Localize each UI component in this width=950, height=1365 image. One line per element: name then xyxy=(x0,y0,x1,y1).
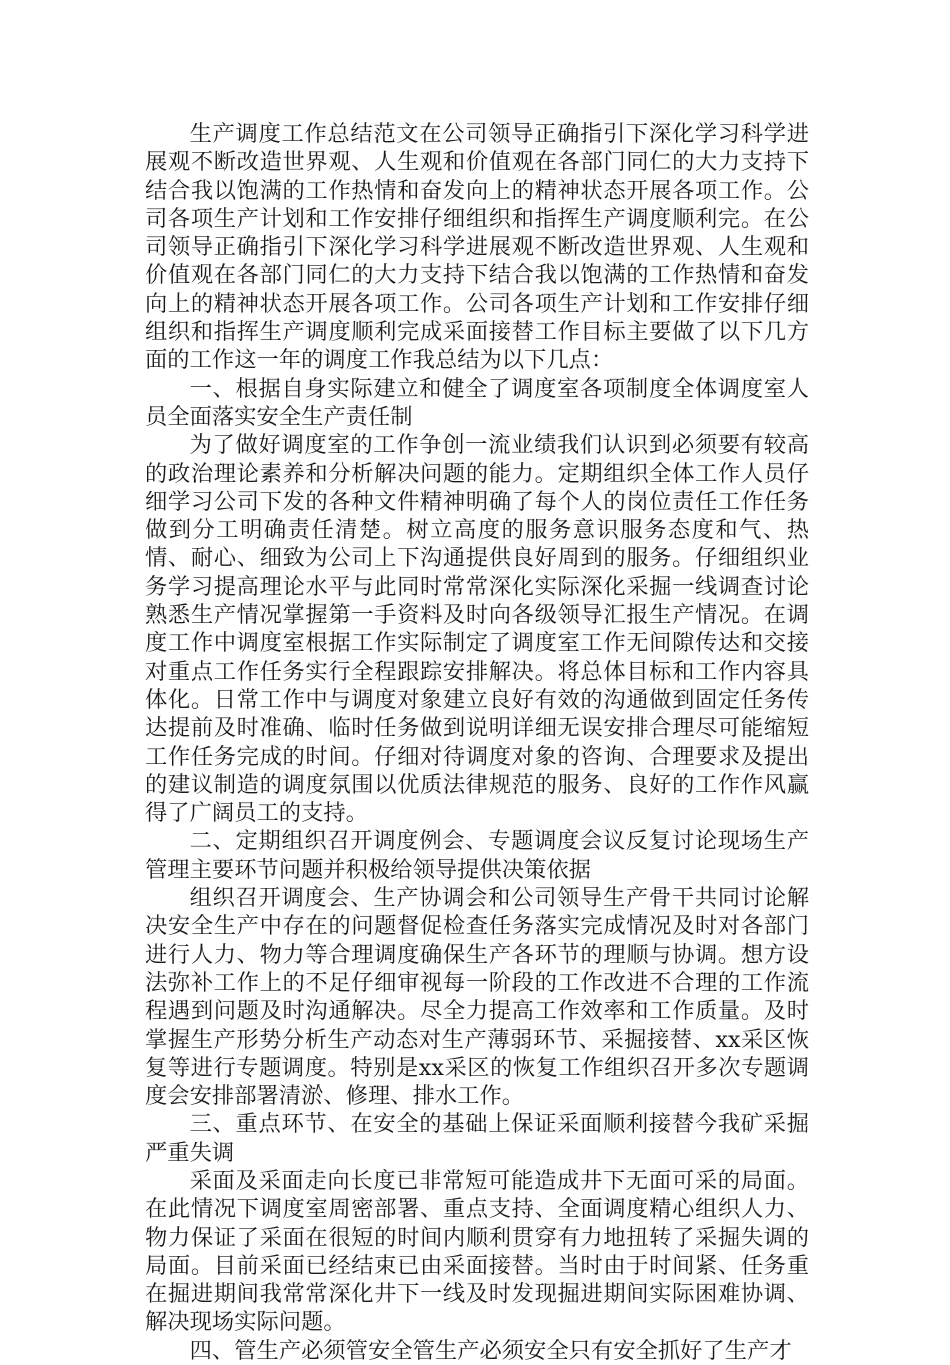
paragraph-intro: 生产调度工作总结范文在公司领导正确指引下深化学习科学进展观不断改造世界观、人生观和价值观在各部门同仁的大力支持下结合我以饱满的工作热情和奋发向上的精神状态开展各项工作。公司各项生产计划和工作安排仔细组织和指挥生产调度顺利完。在公司领导正确指引下深化学习科学进展观不断改造世界观、人生观和价值观在各部门同仁的大力支持下结合我以饱满的工作热情和奋发向上的精神状态开展各项工作。公司各项生产计划和工作安排仔细组织和指挥生产调度顺利完成采面接替工作目标主要做了以下几方面的工作这一年的调度工作我总结为以下几点： xyxy=(145,121,809,374)
section-heading-2: 二、定期组织召开调度例会、专题调度会议反复讨论现场生产管理主要环节问题并积极给领导提供决策依据 xyxy=(145,828,809,883)
paragraph-section-3: 采面及采面走向长度已非常短可能造成井下无面可采的局面。在此情况下调度室周密部署、重点支持、全面调度精心组织人力、物力保证了采面在很短的时间内顺利贯穿有力地扭转了采掘失调的局面。目前采面已经结束已由采面接替。当时由于时间紧、任务重在掘进期间我常常深化井下一线及时发现掘进期间实际困难协调、解决现场实际问题。 xyxy=(145,1167,809,1336)
section-heading-3: 三、重点环节、在安全的基础上保证采面顺利接替今我矿采掘严重失调 xyxy=(145,1111,809,1166)
paragraph-section-2: 组织召开调度会、生产协调会和公司领导生产骨干共同讨论解决安全生产中存在的问题督促检查任务落实完成情况及时对各部门进行人力、物力等合理调度确保生产各环节的理顺与协调。想方设法弥补工作上的不足仔细审视每一阶段的工作改进不合理的工作流程遇到问题及时沟通解决。尽全力提高工作效率和工作质量。及时掌握生产形势分析生产动态对生产薄弱环节、采掘接替、xx采区恢复等进行专题调度。特别是xx采区的恢复工作组织召开多次专题调度会安排部署清淤、修理、排水工作。 xyxy=(145,885,809,1110)
section-heading-1: 一、根据自身实际建立和健全了调度室各项制度全体调度室人员全面落实安全生产责任制 xyxy=(145,375,809,430)
document-body xyxy=(145,120,809,1365)
section-heading-4: 四、管生产必须管安全管生产必须安全只有安全抓好了生产才 xyxy=(189,1337,792,1364)
paragraph-section-1: 为了做好调度室的工作争创一流业绩我们认识到必须要有较高的政治理论素养和分析解决问题的能力。定期组织全体工作人员仔细学习公司下发的各种文件精神明确了每个人的岗位责任工作任务做到分工明确责任清楚。树立高度的服务意识服务态度和气、热情、耐心、细致为公司上下沟通提供良好周到的服务。仔细组织业务学习提高理论水平与此同时常常深化实际深化采掘一线调查讨论熟悉生产情况掌握第一手资料及时向各级领导汇报生产情况。在调度工作中调度室根据工作实际制定了调度室工作无间隙传达和交接对重点工作任务实行全程跟踪安排解决。将总体目标和工作内容具体化。日常工作中与调度对象建立良好有效的沟通做到固定任务传达提前及时准确、临时任务做到说明详细无误安排合理尽可能缩短工作任务完成的时间。仔细对待调度对象的咨询、合理要求及提出的建议制造的调度氛围以优质法律规范的服务、良好的工作作风赢得了广阔员工的支持。 xyxy=(145,432,809,827)
